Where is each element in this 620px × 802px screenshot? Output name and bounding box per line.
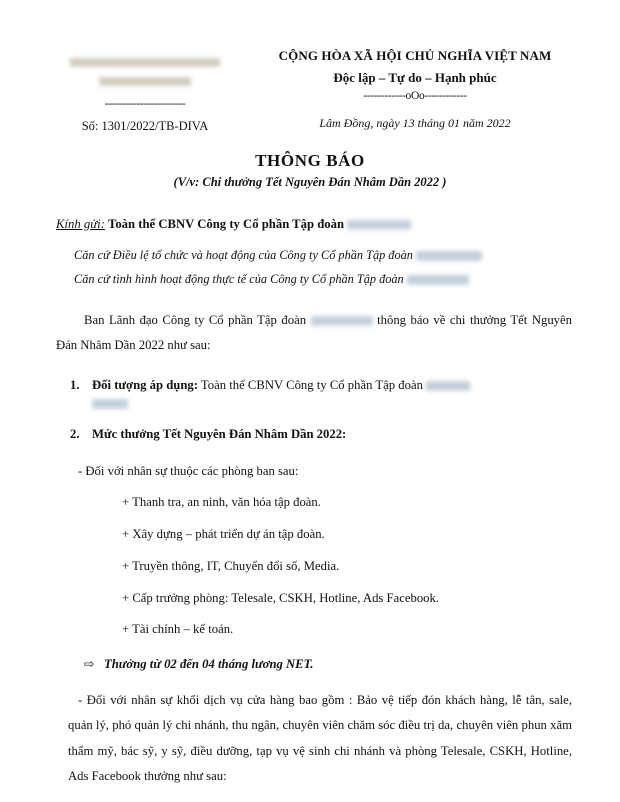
group-a-item-text: + Truyền thông, IT, Chuyển đổi số, Media. [122,558,340,573]
issuing-org-redacted [40,56,250,89]
recipient-value: Toàn thể CBNV Công ty Cổ phần Tập đoàn [108,216,345,231]
header-right-block [250,46,580,135]
recipient-label: Kính gửi: [56,216,105,231]
group-a-items [56,490,572,642]
group-a-item [56,522,572,547]
nation-title: CỘNG HÒA XÃ HỘI CHỦ NGHĨA VIỆT NAM [278,48,552,63]
intro-before-text: Ban Lãnh đạo Công ty Cổ phần Tập đoàn [84,312,307,327]
section-item-2 [56,422,572,446]
intro-after-text: thông báo về chi thưởng Tết Nguyên Đán Nhâm Dần 2022 như sau: [56,312,572,353]
redacted-company-name-1 [347,220,411,230]
redacted-company-name-3 [407,275,469,285]
group-a-item-text: + Cấp trưởng phòng: Telesale, CSKH, Hotline, Ads Facebook. [122,590,440,605]
national-motto: Độc lập – Tự do – Hạnh phúc [333,69,497,85]
redacted-company-name-4 [311,316,373,326]
section-item-1 [56,373,572,409]
section-heading-2: Mức thưởng Tết Nguyên Đán Nhâm Dần 2022: [92,426,347,441]
group-a-lead-text: - Đối với nhân sự thuộc các phòng ban sau: [78,463,299,478]
group-a-item-text: + Thanh tra, an ninh, văn hóa tập đoàn. [122,495,321,510]
group-a-item-text: + Tài chính – kế toán. [122,622,234,637]
section-heading-1: Đối tượng áp dụng: [92,377,198,392]
basis-text-2: Căn cứ tình hình hoạt động thực tế của Công ty Cổ phần Tập đoàn [74,272,404,287]
section-text-1: Toàn thể CBNV Công ty Cổ phần Tập đoàn [200,377,423,392]
redacted-company-name-6 [92,399,128,409]
basis-text-1: Căn cứ Điều lệ tổ chức và hoạt động của Công ty Cổ phần Tập đoàn [74,247,413,262]
group-a-item [56,586,572,611]
motto-separator: ------------oOo------------ [363,90,467,102]
group-a-lead [56,459,572,484]
basis-line-1 [74,243,572,268]
sections-list [56,373,572,446]
redacted-org-line-2 [99,77,191,86]
header-left-block [40,46,250,135]
redacted-company-name-5 [426,381,470,391]
group-b-paragraph [56,688,572,790]
section-number-1: 1. [70,377,80,392]
document-number: Số: 1301/2022/TB-DIVA [81,118,209,133]
basis-block [56,243,572,292]
redacted-org-line-1 [70,58,220,67]
group-a-conclusion-text: Thưởng từ 02 đến 04 tháng lương NET. [104,657,314,672]
basis-line-2 [74,267,572,292]
arrow-right-icon: ⇨ [84,657,95,672]
document-subtitle: (V/v: Chi thưởng Tết Nguyên Đán Nhâm Dần 2022 ) [173,174,447,189]
group-a-conclusion [56,652,572,677]
group-a-item [56,554,572,579]
group-a-item-text: + Xây dựng – phát triển dự án tập đoàn. [122,527,325,542]
group-a-item [56,490,572,515]
section-number-2: 2. [70,426,80,441]
document-header [0,0,620,135]
redacted-company-name-2 [416,251,482,261]
header-divider: ----------------------- [104,96,186,111]
document-body [0,212,620,790]
place-and-date: Lâm Đồng, ngày 13 tháng 01 năm 2022 [319,116,511,131]
document-title: THÔNG BÁO [255,150,365,170]
intro-paragraph [56,308,572,359]
group-a-item [56,617,572,642]
title-block [0,151,620,190]
group-b-text: - Đối với nhân sự khối dịch vụ cửa hàng bao gồm : Bảo vệ tiếp đón khách hàng, lễ tân, sale, quản lý, phó quản lý chi nhánh, thu ngân, chuyên viên chăm sóc điều trị da, chuyên viên phun xăm thẩm mỹ, bác sỹ, y sỹ, điều dưỡng, tạp vụ vệ sinh chi nhánh và phòng Telesale, CSKH, Hotline, Ads Facebook thưởng như sau: [68,692,572,784]
recipient-line [56,212,572,237]
